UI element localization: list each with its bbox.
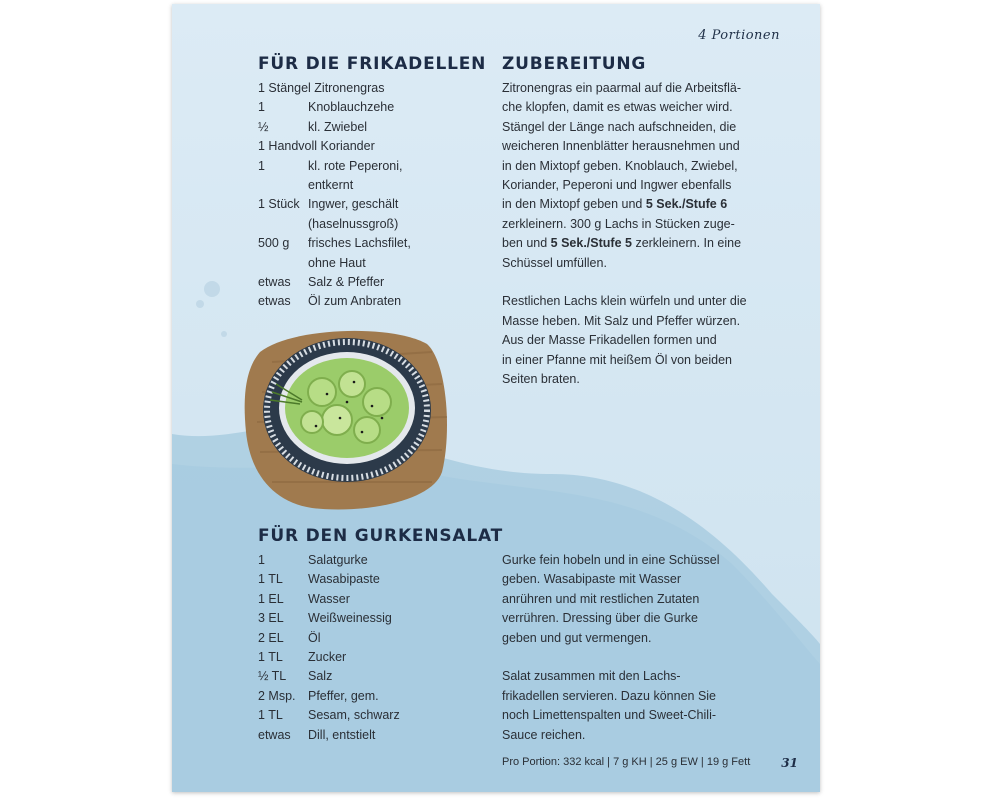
zubereitung-heading: ZUBEREITUNG (502, 54, 647, 74)
ingredient-name: ohne Haut (308, 255, 366, 270)
text-line: Gurke fein hobeln und in eine Schüssel (502, 553, 720, 567)
ingredient-row (258, 79, 448, 98)
ingredient-amount: ½ TL (258, 669, 287, 684)
ingredient-row (258, 726, 458, 745)
ingredient-row (258, 551, 458, 570)
gurkensalat-heading: FÜR DEN GURKENSALAT (258, 526, 504, 546)
gurkensalat-text (502, 551, 758, 745)
ingredient-name: Öl (308, 630, 321, 645)
ingredient-row (258, 687, 458, 706)
cucumber-salad-photo (242, 322, 452, 512)
ingredient-name: Salz & Pfeffer (308, 275, 385, 290)
ingredient-row (258, 609, 458, 628)
ingredient-amount: 1 Stück (258, 197, 300, 212)
ingredient-row (258, 157, 448, 176)
ingredient-row (258, 706, 458, 725)
gurkensalat-ingredient-list (258, 551, 458, 745)
ingredient-row (258, 254, 448, 273)
ingredient-name: Öl zum Anbraten (308, 294, 402, 309)
ingredient-name: Weißweinessig (308, 611, 392, 626)
gurkensalat-paragraph-1 (502, 551, 758, 648)
ingredient-amount: 1 (258, 553, 265, 567)
ingredient-text: 1 Handvoll Koriander (258, 139, 375, 154)
text-line: noch Limettenspalten und Sweet-Chili- (502, 708, 717, 723)
ingredient-amount: 3 EL (258, 611, 284, 626)
text-line: geben. Wasabipaste mit Wasser (502, 572, 682, 587)
ingredient-amount: 500 g (258, 236, 290, 251)
ingredient-amount: 1 (258, 100, 265, 115)
ingredient-name: frisches Lachsfilet, (308, 236, 411, 251)
text-line: anrühren und mit restlichen Zutaten (502, 591, 700, 606)
ingredient-amount (258, 215, 308, 234)
ingredient-text: 1 Stängel Zitronengras (258, 81, 385, 95)
ingredient-amount: ½ (258, 119, 269, 134)
text-line: Seiten braten. (502, 372, 580, 387)
zubereitung-text (502, 79, 758, 389)
ingredient-amount: 2 Msp. (258, 688, 296, 703)
ingredient-row (258, 98, 448, 117)
ingredient-amount: 2 EL (258, 630, 284, 645)
ingredient-name: Dill, entstielt (308, 727, 376, 742)
text-line: Salat zusammen mit den Lachs- (502, 669, 681, 684)
text-line: weicheren Innenblätter herausnehmen und (502, 139, 740, 154)
ingredient-amount: etwas (258, 275, 291, 290)
recipe-page (172, 4, 820, 792)
ingredient-name: Salatgurke (308, 553, 368, 567)
ingredient-amount: 1 TL (258, 650, 283, 665)
ingredient-row (258, 667, 458, 686)
ingredient-row (258, 292, 448, 311)
ingredient-amount: 1 TL (258, 572, 283, 587)
text-line: Restlichen Lachs klein würfeln und unter die (502, 294, 747, 309)
text-line: che klopfen, damit es etwas weicher wird. (502, 100, 733, 115)
text-line: Stängel der Länge nach aufschneiden, die (502, 119, 737, 134)
ingredient-row (258, 195, 448, 214)
text-line: frikadellen servieren. Dazu können Sie (502, 688, 717, 703)
text-line: verrühren. Dressing über die Gurke (502, 611, 698, 626)
ingredient-name: Knoblauchzehe (308, 100, 395, 115)
ingredient-amount: 1 (258, 158, 265, 173)
ingredient-row (258, 234, 448, 253)
ingredient-name: Wasabipaste (308, 572, 380, 587)
text-line: in den Mixtopf geben und 5 Sek./Stufe 6 (502, 197, 728, 212)
text-line: Schüssel umfüllen. (502, 255, 607, 270)
text-line: Zitronengras ein paarmal auf die Arbeitsflä- (502, 81, 742, 95)
text-line: geben und gut vermengen. (502, 630, 652, 645)
zubereitung-paragraph-2 (502, 292, 758, 389)
ingredient-name: Sesam, schwarz (308, 708, 400, 723)
ingredient-row (258, 137, 448, 156)
ingredient-amount: 1 EL (258, 591, 284, 606)
ingredient-row (258, 273, 448, 292)
nutrition-info: Pro Portion: 332 kcal | 7 g KH | 25 g EW | 19 g Fett (502, 756, 751, 768)
ingredient-row (258, 176, 448, 195)
ingredient-amount: 1 TL (258, 708, 283, 723)
ingredient-row (258, 648, 458, 667)
ingredient-name: Pfeffer, gem. (308, 688, 379, 703)
text-line: Koriander, Peperoni und Ingwer ebenfalls (502, 178, 732, 193)
ingredient-name: Salz (308, 669, 333, 684)
ingredient-amount: etwas (258, 294, 291, 309)
text-line: Sauce reichen. (502, 727, 586, 742)
ingredient-name: Wasser (308, 591, 350, 606)
ingredient-name: (haselnussgroß) (308, 216, 399, 231)
portions-label: 4 Portionen (698, 28, 780, 43)
text-line: Aus der Masse Frikadellen formen und (502, 333, 717, 348)
ingredient-row (258, 629, 458, 648)
ingredient-row (258, 215, 448, 234)
text-line: in einer Pfanne mit heißem Öl von beiden (502, 352, 732, 367)
gurkensalat-paragraph-2 (502, 667, 758, 745)
text-line: ben und 5 Sek./Stufe 5 zerkleinern. In eine (502, 236, 742, 251)
ingredient-name: Zucker (308, 650, 347, 665)
ingredient-row (258, 590, 458, 609)
page-number: 31 (781, 756, 798, 770)
ingredient-row (258, 570, 458, 589)
zubereitung-paragraph-1 (502, 79, 758, 273)
frikadellen-ingredient-list (258, 79, 448, 312)
frikadellen-heading: FÜR DIE FRIKADELLEN (258, 54, 487, 74)
ingredient-name: kl. Zwiebel (308, 119, 368, 134)
ingredient-amount (258, 254, 308, 273)
ingredient-row (258, 118, 448, 137)
ingredient-name: Ingwer, geschält (308, 197, 399, 212)
text-line: zerkleinern. 300 g Lachs in Stücken zuge- (502, 216, 735, 231)
ingredient-amount: etwas (258, 727, 291, 742)
text-line: Masse heben. Mit Salz und Pfeffer würzen. (502, 313, 741, 328)
text-line: in den Mixtopf geben. Knoblauch, Zwiebel, (502, 158, 738, 173)
ingredient-amount (258, 176, 308, 195)
ingredient-name: kl. rote Peperoni, (308, 158, 403, 173)
ingredient-name: entkernt (308, 178, 354, 193)
